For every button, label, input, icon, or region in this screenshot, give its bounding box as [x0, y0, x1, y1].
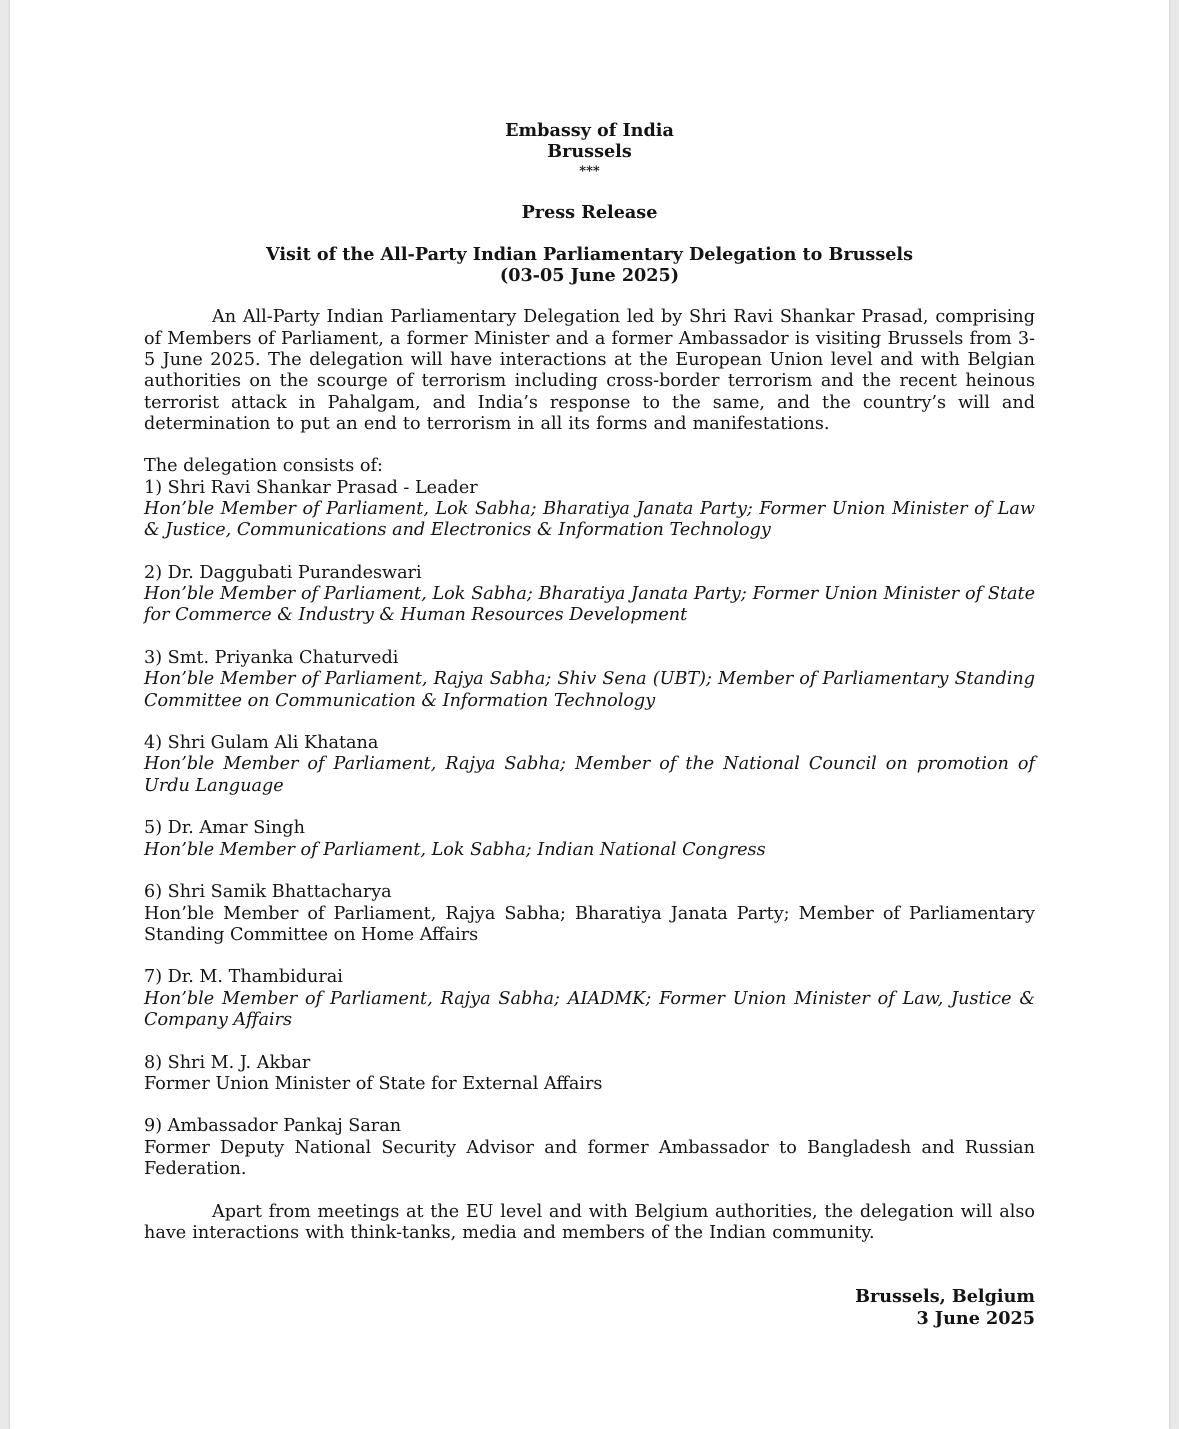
member-name: 3) Smt. Priyanka Chaturvedi — [144, 647, 399, 668]
member-entry — [144, 1116, 1035, 1180]
member-role: Hon’ble Member of Parliament, Rajya Sabha; AIADMK; Former Union Minister of Law, Justice & Company Affairs — [144, 988, 1035, 1030]
embassy-city: Brussels — [547, 141, 632, 163]
member-entry — [144, 733, 1035, 797]
member-name: 8) Shri M. J. Akbar — [144, 1052, 311, 1073]
closing-paragraph: Apart from meetings at the EU level and with Belgium authorities, the delegation will also have interactions with think-tanks, media and members of the Indian community. — [144, 1201, 1035, 1243]
list-heading: The delegation consists of: — [144, 456, 383, 477]
member-role: Hon’ble Member of Parliament, Rajya Sabha; Shiv Sena (UBT); Member of Parliamentary Standing Committee on Communication & Information Technology — [144, 669, 1035, 711]
member-name: 5) Dr. Amar Singh — [144, 818, 305, 839]
member-entry — [144, 478, 1035, 542]
member-role: Hon’ble Member of Parliament, Lok Sabha; Bharatiya Janata Party; Former Union Minister of Law & Justice, Communications and Electronics & Information Technology — [144, 498, 1035, 541]
member-entry — [144, 563, 1035, 627]
member-entry — [144, 882, 1035, 946]
member-name: 9) Ambassador Pankaj Saran — [144, 1116, 402, 1137]
separator-stars: *** — [579, 163, 600, 179]
intro-paragraph: An All-Party Indian Parliamentary Delegation led by Shri Ravi Shankar Prasad, comprising of Members of Parliament, a former Minister and a former Ambassador is visiting Brussels from 3-5 June 2025. The delegation will have interactions at the European Union level and with Belgian authorities on the scourge of terrorism including cross-border terrorism and the recent heinous terrorist attack in Pahalgam, and India’s response to the same, and the country’s will and determination to put an end to terrorism in all its forms and manifestations. — [144, 307, 1035, 434]
signoff-place: Brussels, Belgium — [855, 1286, 1035, 1308]
member-role: Hon’ble Member of Parliament, Rajya Sabha; Member of the National Council on promotion of Urdu Language — [144, 754, 1035, 796]
member-entry — [144, 967, 1035, 1031]
member-role: Hon’ble Member of Parliament, Lok Sabha; Indian National Congress — [144, 839, 766, 860]
member-entry — [144, 1053, 1035, 1096]
member-entry — [144, 648, 1035, 712]
member-name: 4) Shri Gulam Ali Khatana — [144, 733, 379, 754]
member-name: 6) Shri Samik Bhattacharya — [144, 882, 392, 903]
member-list — [144, 478, 1035, 1181]
member-name: 1) Shri Ravi Shankar Prasad - Leader — [144, 477, 478, 498]
release-dates: (03-05 June 2025) — [499, 265, 680, 287]
member-name: 2) Dr. Daggubati Purandeswari — [144, 562, 422, 583]
member-role: Hon’ble Member of Parliament, Rajya Sabha; Bharatiya Janata Party; Member of Parliamentary Standing Committee on Home Affairs — [144, 903, 1035, 945]
document-type: Press Release — [521, 201, 658, 223]
member-role: Former Union Minister of State for External Affairs — [144, 1073, 603, 1094]
member-name: 7) Dr. M. Thambidurai — [144, 967, 343, 988]
press-release-body — [144, 120, 1035, 1329]
member-entry — [144, 818, 1035, 861]
document-page — [10, 0, 1169, 1429]
member-role: Former Deputy National Security Advisor and former Ambassador to Bangladesh and Russian Federation. — [144, 1137, 1035, 1180]
release-title: Visit of the All-Party Indian Parliamentary Delegation to Brussels — [265, 243, 914, 265]
signoff-date: 3 June 2025 — [916, 1307, 1035, 1329]
member-role: Hon’ble Member of Parliament, Lok Sabha; Bharatiya Janata Party; Former Union Minister of State for Commerce & Industry & Human Resources Development — [144, 584, 1035, 626]
embassy-name: Embassy of India — [505, 120, 674, 141]
